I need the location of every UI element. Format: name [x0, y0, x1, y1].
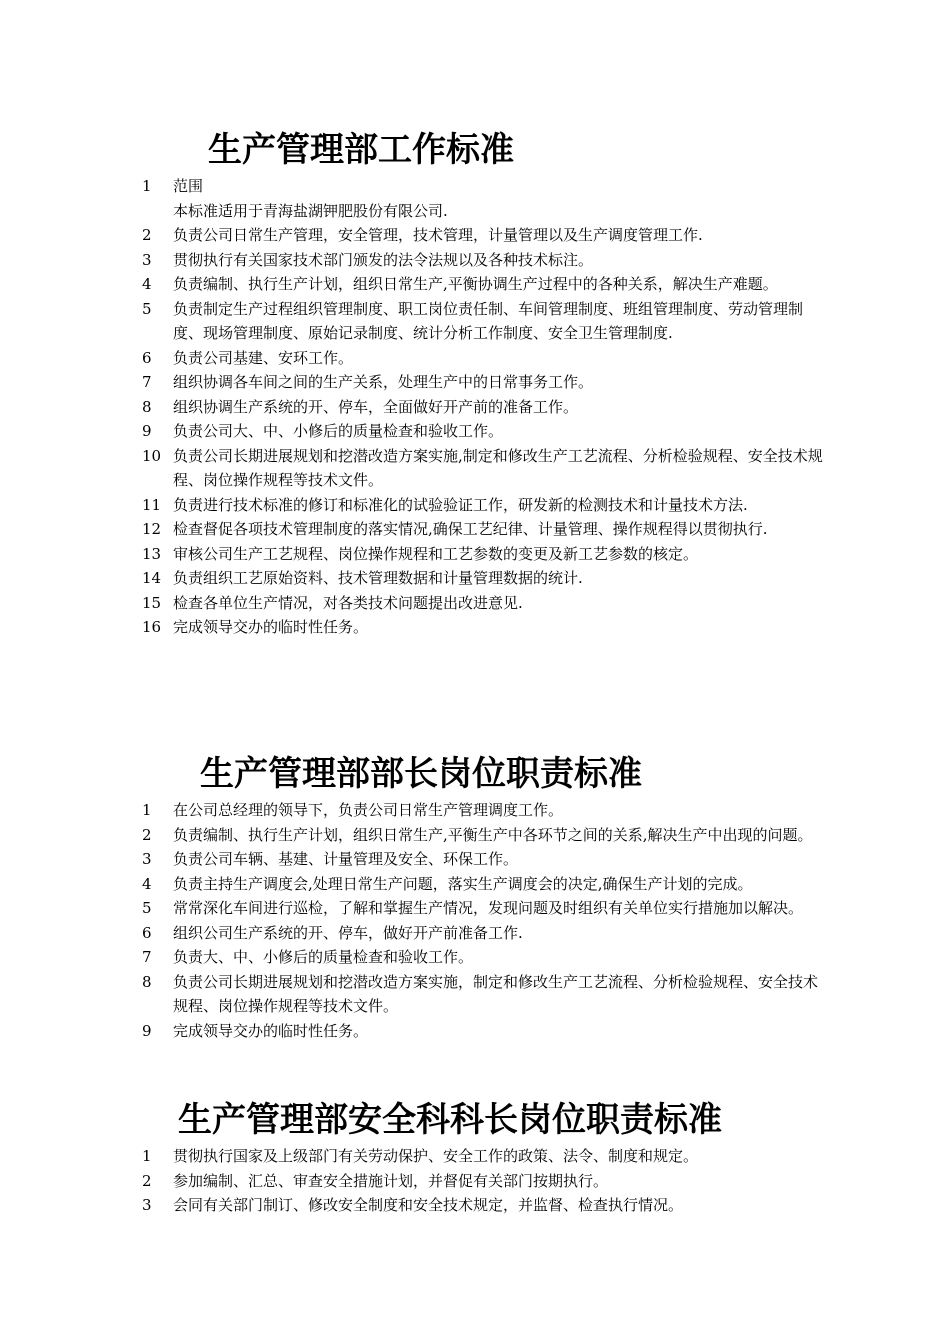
list-item [0, 872, 823, 897]
item-number: 14 [142, 569, 162, 587]
list-item [0, 823, 823, 848]
item-number: 7 [142, 948, 152, 966]
item-text: 负责制定生产过程组织管理制度、职工岗位责任制、车间管理制度、班组管理制度、劳动管理制度、现场管理制度、原始记录制度、统计分析工作制度、安全卫生管理制度. [173, 299, 804, 342]
section-title: 生产管理部工作标准 [208, 130, 514, 170]
list-item [0, 248, 823, 273]
item-number: 16 [142, 618, 162, 636]
section-work-standard [0, 128, 950, 640]
item-text: 组织公司生产系统的开、停车，做好开产前准备工作. [173, 923, 523, 942]
item-list [0, 174, 950, 640]
list-item [0, 297, 823, 346]
item-number: 1 [142, 177, 152, 195]
item-text: 组织协调生产系统的开、停车，全面做好开产前的准备工作。 [173, 397, 579, 416]
list-item [0, 272, 823, 297]
item-number: 12 [142, 520, 162, 538]
item-text: 负责公司长期进展规划和挖潜改造方案实施，制定和修改生产工艺流程、分析检验规程、安全技术规程、岗位操作规程等技术文件。 [173, 972, 819, 1015]
item-number: 6 [142, 923, 152, 942]
section-safety-chief-duties [0, 1098, 950, 1218]
list-item [0, 223, 823, 248]
list-item [0, 896, 823, 921]
item-text: 负责编制、执行生产计划，组织日常生产,平衡生产中各环节之间的关系,解决生产中出现的问题。 [173, 825, 813, 844]
item-number: 3 [142, 250, 152, 269]
list-item [0, 395, 823, 420]
item-text: 负责进行技术标准的修订和标准化的试验验证工作，研发新的检测技术和计量技术方法. [173, 495, 748, 514]
item-number: 11 [142, 495, 162, 514]
item-text: 负责公司基建、安环工作。 [173, 348, 354, 367]
item-text: 范围 [173, 177, 204, 195]
item-number: 7 [142, 373, 152, 391]
item-number: 9 [142, 1021, 152, 1040]
item-text: 负责公司车辆、基建、计量管理及安全、环保工作。 [173, 850, 519, 868]
item-number: 3 [142, 850, 152, 868]
list-item [0, 615, 823, 640]
list-item [0, 566, 823, 591]
list-item [0, 1144, 823, 1169]
list-item [0, 1193, 823, 1218]
item-number: 10 [142, 446, 162, 465]
list-item [0, 921, 823, 946]
item-text: 负责大、中、小修后的质量检查和验收工作。 [173, 948, 474, 966]
item-text: 检查督促各项技术管理制度的落实情况,确保工艺纪律、计量管理、操作规程得以贯彻执行. [173, 520, 768, 538]
list-item [0, 419, 823, 444]
item-text: 常常深化车间进行巡检，了解和掌握生产情况，发现问题及时组织有关单位实行措施加以解决。 [173, 899, 804, 917]
item-text: 完成领导交办的临时性任务。 [173, 1021, 369, 1040]
list-item [0, 970, 823, 1019]
list-item [0, 1019, 823, 1044]
item-number: 3 [142, 1196, 152, 1214]
item-number: 2 [142, 825, 152, 844]
list-item [0, 542, 823, 567]
list-item [0, 798, 823, 823]
section-title: 生产管理部安全科科长岗位职责标准 [178, 1100, 722, 1140]
item-text: 负责公司长期进展规划和挖潜改造方案实施,制定和修改生产工艺流程、分析检验规程、安全技术规程、岗位操作规程等技术文件。 [173, 446, 823, 489]
item-text: 贯彻执行有关国家技术部门颁发的法令法规以及各种技术标注。 [173, 250, 594, 269]
list-item [0, 1169, 823, 1194]
item-text: 完成领导交办的临时性任务。 [173, 618, 369, 636]
item-text: 负责主持生产调度会,处理日常生产问题，落实生产调度会的决定,确保生产计划的完成。 [173, 874, 753, 893]
list-item [0, 517, 823, 542]
item-number: 4 [142, 874, 152, 893]
list-item [0, 847, 823, 872]
item-number: 8 [142, 972, 152, 991]
item-number: 13 [142, 544, 162, 563]
item-number: 6 [142, 348, 152, 367]
list-item [0, 493, 823, 518]
list-item [0, 346, 823, 371]
list-item [0, 444, 823, 493]
list-item [0, 591, 823, 616]
item-number: 5 [142, 899, 152, 917]
list-item [0, 174, 823, 223]
section-title: 生产管理部部长岗位职责标准 [200, 754, 642, 794]
list-item [0, 370, 823, 395]
item-number: 9 [142, 422, 152, 440]
item-list [0, 1144, 950, 1218]
item-text: 检查各单位生产情况，对各类技术问题提出改进意见. [173, 593, 523, 612]
item-text: 贯彻执行国家及上级部门有关劳动保护、安全工作的政策、法令、制度和规定。 [173, 1147, 699, 1165]
item-number: 4 [142, 275, 152, 293]
item-text: 参加编制、汇总、审查安全措施计划，并督促有关部门按期执行。 [173, 1171, 609, 1190]
item-number: 2 [142, 1171, 152, 1190]
item-subtext: 本标准适用于青海盐湖钾肥股份有限公司. [173, 201, 448, 220]
item-text: 负责组织工艺原始资料、技术管理数据和计量管理数据的统计. [173, 569, 583, 587]
item-text: 负责编制、执行生产计划，组织日常生产,平衡协调生产过程中的各种关系，解决生产难题。 [173, 275, 778, 293]
section-director-duties [0, 752, 950, 1043]
item-number: 1 [142, 1147, 152, 1165]
item-text: 负责公司大、中、小修后的质量检查和验收工作。 [173, 422, 504, 440]
item-number: 1 [142, 801, 152, 819]
item-number: 2 [142, 226, 152, 244]
item-text: 负责公司日常生产管理，安全管理，技术管理，计量管理以及生产调度管理工作. [173, 226, 703, 244]
item-text: 在公司总经理的领导下，负责公司日常生产管理调度工作。 [173, 801, 564, 819]
item-number: 15 [142, 593, 162, 612]
item-text: 组织协调各车间之间的生产关系，处理生产中的日常事务工作。 [173, 373, 594, 391]
item-text: 会同有关部门制订、修改安全制度和安全技术规定，并监督、检查执行情况。 [173, 1196, 684, 1214]
item-text: 审核公司生产工艺规程、岗位操作规程和工艺参数的变更及新工艺参数的核定。 [173, 544, 699, 563]
item-number: 8 [142, 397, 152, 416]
item-list [0, 798, 950, 1043]
item-number: 5 [142, 299, 152, 318]
list-item [0, 945, 823, 970]
